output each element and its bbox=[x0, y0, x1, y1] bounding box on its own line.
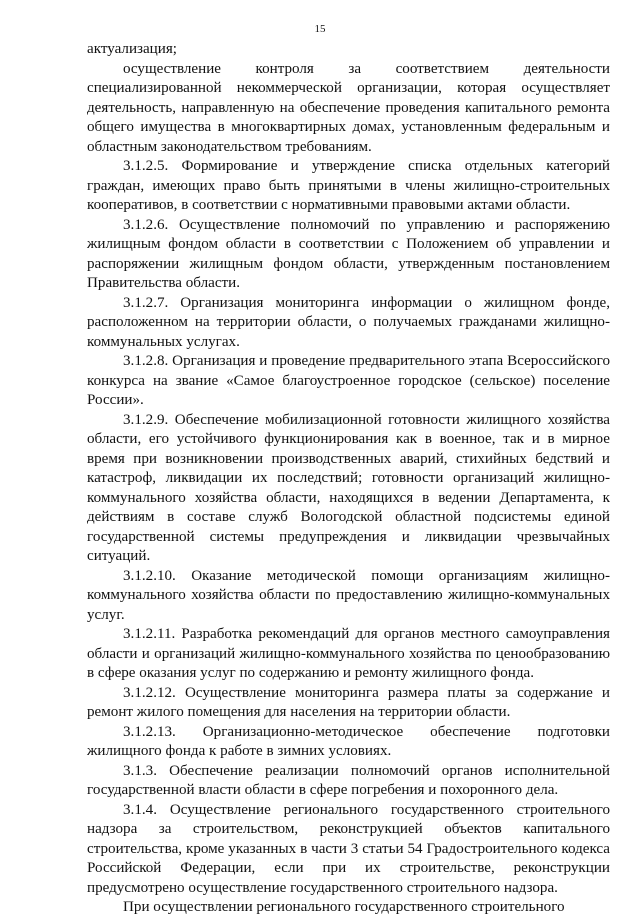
paragraph: актуализация; bbox=[87, 41, 177, 57]
paragraph: 3.1.2.12. Осуществление мониторинга размера платы за содержание и ремонт жилого помещения для населения на территории области. bbox=[87, 684, 610, 720]
paragraph: осуществление контроля за соответствием деятельности специализированной некоммерческой организации, которая осуществляет деятельность, направленную на обеспечение проведения капитального ремонта общего имущества в многоквартирных домах, установленным федеральным и областным законодательством требованиям. bbox=[87, 60, 610, 155]
document-body bbox=[87, 40, 610, 918]
paragraph: 3.1.2.11. Разработка рекомендаций для органов местного самоуправления области и организаций жилищно-коммунального хозяйства по ценообразованию в сфере оказания услуг по содержанию и ремонту жилищного фонда. bbox=[87, 626, 610, 681]
paragraph: При осуществлении регионального государственного строительного bbox=[123, 899, 565, 915]
paragraph: 3.1.2.5. Формирование и утверждение списка отдельных категорий граждан, имеющих право быть принятыми в члены жилищно-строительных кооперативов, в соответствии с нормативными правовыми актами области. bbox=[87, 158, 610, 213]
paragraph: 3.1.2.7. Организация мониторинга информации о жилищном фонде, расположенном на территории области, о получаемых гражданами жилищно-коммунальных услугах. bbox=[87, 294, 610, 350]
paragraph: 3.1.2.8. Организация и проведение предварительного этапа Всероссийского конкурса на звание «Самое благоустроенное городское (сельское) поселение России». bbox=[87, 353, 610, 408]
paragraph: 3.1.4. Осуществление регионального государственного строительного надзора за строительством, реконструкцией объектов капитального строительства, кроме указанных в части 3 статьи 54 Градостроительного кодекса Российской Федерации, если при их строительстве, реконструкции предусмотрено осуществление государственного строительного надзора. bbox=[87, 801, 610, 896]
paragraph: 3.1.2.9. Обеспечение мобилизационной готовности жилищного хозяйства области, его устойчивого функционирования как в военное, так и в мирное время при возникновении производственных аварий, стихийных бедствий и катастроф, ликвидации их последствий; готовности организаций жилищно-коммунального хозяйства области, находящихся в ведении Департамента, к действиям в составе служб Вологодской областной подсистемы единой государственной системы предупреждения и ликвидации чрезвычайных ситуаций. bbox=[87, 411, 610, 564]
paragraph: 3.1.2.6. Осуществление полномочий по управлению и распоряжению жилищным фондом области в соответствии с Положением об управлении и распоряжении жилищным фондом области, утвержденным постановлением Правительства области. bbox=[87, 216, 610, 291]
page-number: 15 bbox=[314, 23, 326, 35]
paragraph: 3.1.2.13. Организационно-методическое обеспечение подготовки жилищного фонда к работе в зимних условиях. bbox=[87, 723, 610, 759]
paragraph: 3.1.3. Обеспечение реализации полномочий органов исполнительной государственной власти области в сфере погребения и похоронного дела. bbox=[87, 762, 610, 798]
paragraph: 3.1.2.10. Оказание методической помощи организациям жилищно-коммунального хозяйства области по предоставлению жилищно-коммунальных услуг. bbox=[87, 567, 610, 623]
